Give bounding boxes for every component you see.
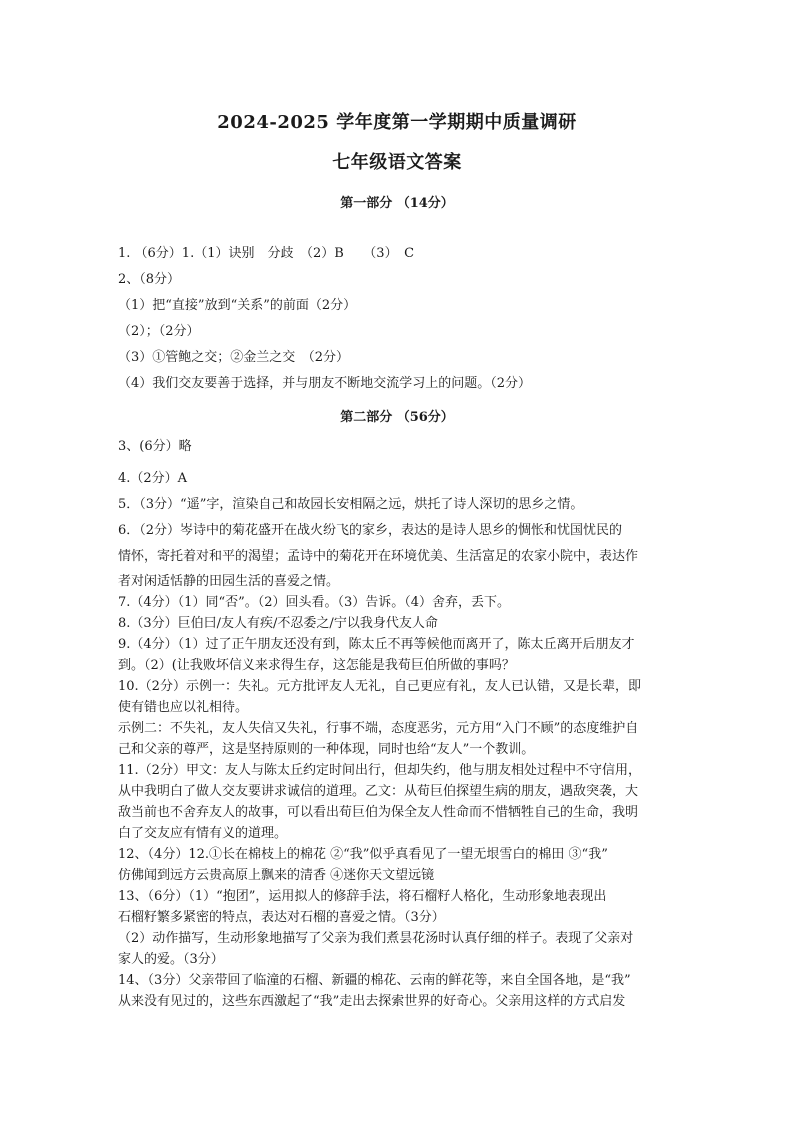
answer-line: 情怀，寄托着对和平的渴望；孟诗中的菊花开在环境优美、生活富足的农家小院中，表达作 [118,549,639,564]
part2-heading: 第二部分 （56分） [340,410,454,425]
answer-line: 14、（3分）父亲带回了临潼的石榴、新疆的棉花、云南的鲜花等，来自全国各地，是“我” [118,973,631,988]
answer-line: 7.（4分）（1）同“否”。（2）回头看。（3）告诉。（4）舍弃，丢下。 [118,595,511,610]
answer-line: 10.（2分）示例一：失礼。元方批评友人无礼，自己更应有礼，友人已认错，又是长辈，即 [118,679,641,694]
answer-line: 12、（4分）12.①长在棉枝上的棉花 ②“我”似乎真看见了一望无垠雪白的棉田 ③“我” [118,847,608,862]
answer-line: 使有错也应以礼相待。 [118,700,249,715]
answer-line: （2）动作描写，生动形象地描写了父亲为我们煮昙花汤时认真仔细的样子。表现了父亲对 [118,931,634,946]
part1-heading: 第一部分 （14分） [340,196,454,211]
answer-line: 家人的爱。（3分） [118,952,224,967]
answer-line: 2、（8分） [118,272,181,287]
answer-line: 9.（4分）（1）过了正午朋友还没有到，陈太丘不再等候他而离开了，陈太丘离开后朋友才 [118,637,635,652]
answer-line: 己和父亲的尊严，这是坚持原则的一种体现，同时也给“友人”一个教训。 [118,742,535,757]
answer-line: 石榴籽繁多紧密的特点，表达对石榴的喜爱之情。（3分） [118,910,445,925]
answer-line: （4）我们交友要善于选择，并与朋友不断地交流学习上的问题。（2分） [118,376,532,391]
answer-line: 者对闲适恬静的田园生活的喜爱之情。 [118,574,340,589]
answer-line: 13、（6分）（1）“抱团”，运用拟人的修辞手法，将石榴籽人格化，生动形象地表现出 [118,889,607,904]
answer-line: 4.（2分）A [118,471,188,486]
answer-line: 5．（3分）“遥”字，渲染自己和故园长安相隔之远，烘托了诗人深切的思乡之情。 [118,497,584,512]
answer-line: 示例二：不失礼，友人失信又失礼，行事不端，态度恶劣，元方用“入门不顾”的态度维护自 [118,721,639,736]
answer-line: 3、(6分）略 [118,439,192,454]
answer-line: 从来没有见过的，这些东西激起了“我”走出去探索世界的好奇心。父亲用这样的方式启发 [118,994,626,1009]
answer-line: 从中我明白了做人交友要讲求诚信的道理。乙文：从荀巨伯探望生病的朋友，遇敌突袭，大 [118,784,639,799]
answer-line: （2）；（2分） [118,324,200,339]
answer-line: 到。（2）(让我败坏信义来求得生存，这怎能是我荀巨伯所做的事吗？ [118,658,515,673]
answer-line: 8.（3分）巨伯曰/友人有疾/不忍委之/宁以我身代友人命 [118,616,438,631]
page-subtitle: 七年级语文答案 [332,152,462,173]
answer-line: 6．（2分）岑诗中的菊花盛开在战火纷飞的家乡，表达的是诗人思乡的惆怅和忧国忧民的 [118,523,623,538]
answer-line: 敌当前也不舍弃友人的故事，可以看出荀巨伯为保全友人性命而不惜牺牲自己的生命，我明 [118,805,639,820]
answer-line: 仿佛闻到远方云贵高原上飘来的清香 ④迷你天文望远镜 [118,868,435,883]
answer-line: （1）把“直接”放到“关系”的前面（2分） [118,298,357,313]
answer-line: 1. （6分）1.（1）诀别 分歧 （2）B （3） C [118,246,415,261]
answer-line: 白了交友应有情有义的道理。 [118,826,288,841]
answer-line: 11.（2分）甲文：友人与陈太丘约定时间出行，但却失约，他与朋友相处过程中不守信用， [118,763,641,778]
page-title: 2024-2025 学年度第一学期期中质量调研 [217,112,577,133]
answer-line: （3）①管鲍之交；②金兰之交 （2分） [118,350,350,365]
